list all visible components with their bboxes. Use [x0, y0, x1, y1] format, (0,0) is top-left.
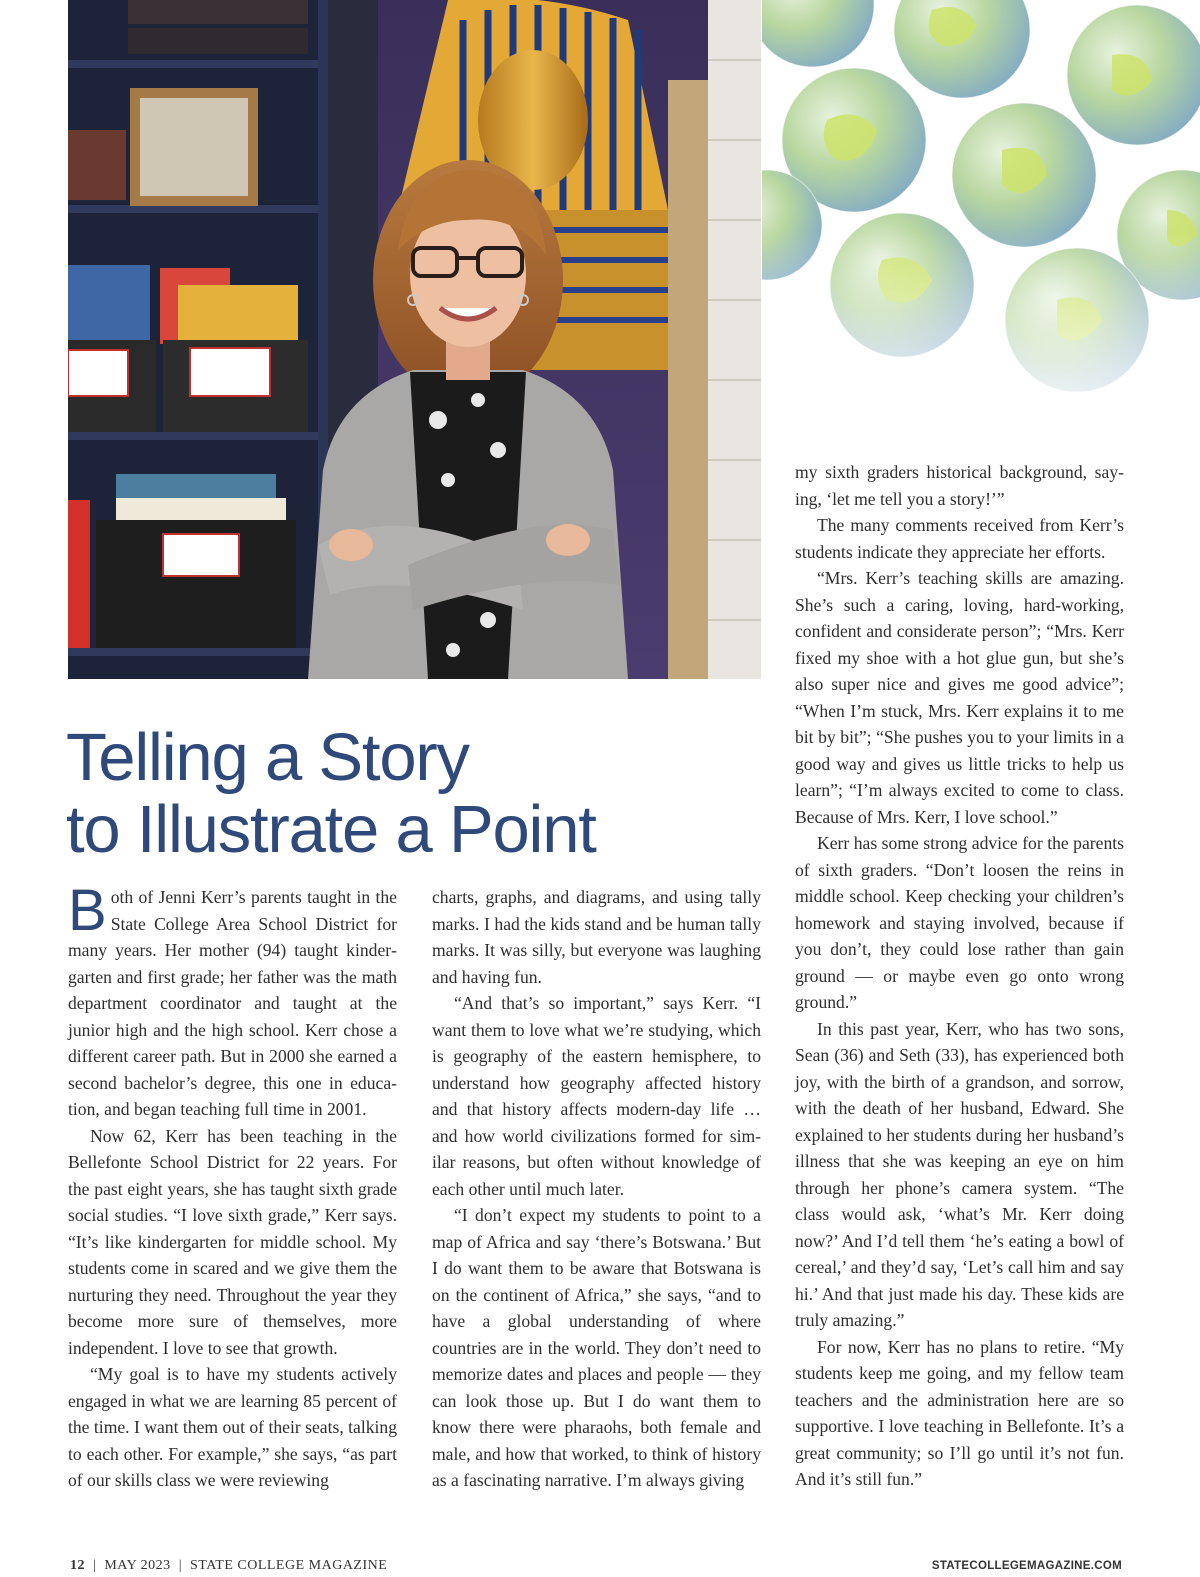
headline-line-1: Telling a Story	[66, 720, 469, 795]
globes-illustration	[762, 0, 1200, 420]
headline-line-2: to Illustrate a Point	[66, 792, 596, 867]
globe-icon-cluster	[762, 0, 1200, 420]
footer-separator: |	[93, 1558, 97, 1573]
article-paragraph: Now 62, Kerr has been teaching in the Bellefonte School District for 22 years. For the past eight years, she has taught sixth grade social studies. “I love sixth grade,” Kerr says. “It’s like kindergarten for middle school. My students come in scared and we give them the nurturing they need. Throughout the year they become more sure of themselves, more independent. I love to see that growth.	[68, 1125, 397, 1358]
article-paragraph: “My goal is to have my students actively engaged in what we are learning 85 percent of the time. I want them out of their seats, talking to each other. For example,” she says, “as part of our skills class we were reviewing	[68, 1364, 397, 1490]
article-headline	[66, 722, 756, 866]
article-paragraph: The many comments received from Kerr’s students indicate they appreciate her efforts.	[795, 515, 1124, 562]
article-paragraph: charts, graphs, and diagrams, and using tally marks. I had the kids stand and be human tally marks. It was silly, but everyone was laughing and having fun.	[432, 887, 761, 987]
article-paragraph: “And that’s so important,” says Kerr. “I want them to love what we’re studying, which is geography of the eastern hemisphere, to understand how geography affected history and that history affects modern-day life … and how world civilizations formed for similar reasons, but often without knowledge of each other until much later.	[432, 993, 761, 1199]
page-number: 12	[70, 1558, 85, 1573]
page-footer-left	[70, 1558, 387, 1574]
classroom-portrait-illustration	[68, 0, 761, 679]
article-paragraph: Kerr has some strong advice for the parents of sixth graders. “Don’t loosen the reins in middle school. Keep checking your children’s homework and staying involved, because if you don’t, they could lose rather than gain ground — or maybe even go onto wrong ground.”	[795, 833, 1124, 1012]
website-url: STATECOLLEGEMAGAZINE.COM	[931, 1560, 1122, 1572]
paragraph-text: oth of Jenni Kerr’s parents taught in the State College Area School District for many years. Her mother (94) taught kindergarten and first grade; her father was the math department coordinator and taught at the junior high and the high school. Kerr chose a different career path. But in 2000 she earned a second bachelor’s degree, this one in education, and began teaching full time in 2001.	[68, 887, 397, 1119]
publication-name: STATE COLLEGE MAGAZINE	[190, 1558, 388, 1573]
article-column-1	[68, 878, 397, 1494]
issue-date: MAY 2023	[104, 1558, 171, 1573]
article-column-2	[432, 884, 761, 1494]
article-paragraph: For now, Kerr has no plans to retire. “My students keep me going, and my fellow team teachers and the administration here are so supportive. I love teaching in Bellefonte. It’s a great community; so I’ll go until it’s not fun. And it’s still fun.”	[795, 1336, 1124, 1489]
article-paragraph: my sixth graders historical background, saying, ‘let me tell you a story!’”	[795, 462, 1124, 509]
article-paragraph	[68, 878, 397, 1123]
teacher-photo	[68, 0, 761, 679]
article-paragraph: “Mrs. Kerr’s teaching skills are amazing. She’s such a caring, loving, hard-working, confident and considerate person”; “Mrs. Kerr fixed my shoe with a hot glue gun, but she’s also super nice and gives me good advice”; “When I’m stuck, Mrs. Kerr explains it to me bit by bit”; “She pushes you to your limits in a good way and gives us little tricks to help us learn”; “I’m always excited to come to class. Because of Mrs. Kerr, I love school.”	[795, 568, 1124, 827]
article-column-3	[795, 459, 1124, 1493]
article-paragraph: In this past year, Kerr, who has two sons, Sean (36) and Seth (33), has experienced both joy, with the birth of a grandson, and sorrow, with the death of her husband, Edward. She explained to her students during her husband’s illness that she was keeping an eye on him through her phone’s camera system. “The class would ask, ‘what’s Mr. Kerr doing now?’ And I’d tell them ‘he’s eating a bowl of cereal,’ and they’d say, ‘Let’s call him and say hi.’ And that just made his day. These kids are truly amazing.”	[795, 1018, 1124, 1330]
drop-cap: B	[68, 878, 107, 943]
footer-separator: |	[178, 1558, 182, 1573]
article-paragraph: “I don’t expect my students to point to a map of Africa and say ‘there’s Botswana.’ But I do want them to be aware that Botswana is on the continent of Africa,” she says, “and to have a global understanding of where countries are in the world. They don’t need to memorize dates and places and people — they can look those up. But I do want them to know there were pharaohs, both female and male, and how that worked, to think of history as a fascinating narrative. I’m always giving	[432, 1205, 761, 1490]
